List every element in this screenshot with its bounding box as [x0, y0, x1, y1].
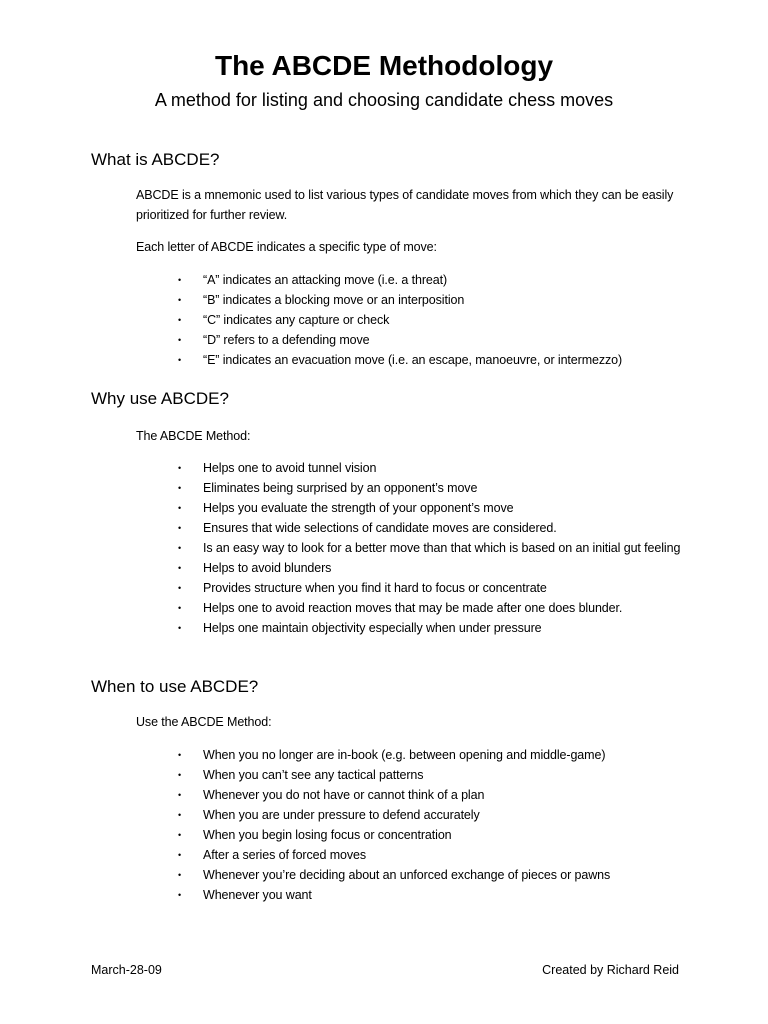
list-item-text: Provides structure when you find it hard to focus or concentrate: [203, 581, 547, 595]
bullet-icon: •: [178, 483, 182, 493]
list-item: [178, 765, 683, 785]
list-item: [178, 518, 683, 538]
list-item: [178, 885, 683, 905]
bullet-icon: •: [178, 543, 182, 553]
bullet-icon: •: [178, 523, 182, 533]
bullet-list-move-types: [178, 270, 683, 370]
bullet-icon: •: [178, 750, 182, 760]
list-item: [178, 618, 683, 638]
list-item: [178, 330, 683, 350]
list-item-text: Whenever you’re deciding about an unforced exchange of pieces or pawns: [203, 868, 611, 882]
list-item: [178, 745, 683, 765]
document-title: The ABCDE Methodology: [214, 50, 554, 81]
list-item-text: Whenever you want: [203, 888, 312, 902]
list-item: [178, 845, 683, 865]
list-item-text: Helps to avoid blunders: [203, 561, 332, 575]
bullet-icon: •: [178, 770, 182, 780]
list-item-text: Helps one to avoid tunnel vision: [203, 461, 377, 475]
bullet-icon: •: [178, 583, 182, 593]
list-item-text: Whenever you do not have or cannot think of a plan: [203, 788, 485, 802]
bullet-icon: •: [178, 463, 182, 473]
list-item-text: “C” indicates any capture or check: [203, 313, 390, 327]
bullet-icon: •: [178, 295, 182, 305]
list-item-text: When you no longer are in-book (e.g. between opening and middle-game): [203, 748, 606, 762]
list-item-text: Ensures that wide selections of candidate moves are considered.: [203, 521, 557, 535]
list-item-text: Eliminates being surprised by an opponent’s move: [203, 481, 478, 495]
list-item: [178, 350, 683, 370]
bullet-icon: •: [178, 790, 182, 800]
bullet-icon: •: [178, 850, 182, 860]
section-paragraph: Each letter of ABCDE indicates a specific type of move:: [136, 240, 437, 254]
list-item-text: When you are under pressure to defend accurately: [203, 808, 480, 822]
bullet-icon: •: [178, 275, 182, 285]
document-subtitle: A method for listing and choosing candidate chess moves: [154, 90, 614, 110]
list-item-text: “A” indicates an attacking move (i.e. a threat): [203, 273, 448, 287]
bullet-list-benefits: [178, 458, 683, 638]
bullet-icon: •: [178, 623, 182, 633]
bullet-icon: •: [178, 603, 182, 613]
list-item-text: “B” indicates a blocking move or an interposition: [203, 293, 465, 307]
list-item: [178, 478, 683, 498]
list-item: [178, 558, 683, 578]
footer-author: Created by Richard Reid: [542, 963, 679, 977]
list-item-text: “D” refers to a defending move: [203, 333, 370, 347]
list-item: [178, 290, 683, 310]
section-paragraph: ABCDE is a mnemonic used to list various types of candidate moves from which they can be easily prioritized for further review.: [136, 188, 674, 222]
list-item-text: When you can’t see any tactical patterns: [203, 768, 424, 782]
list-item-text: Is an easy way to look for a better move than that which is based on an initial gut feeling: [203, 541, 681, 555]
list-item-text: When you begin losing focus or concentration: [203, 828, 452, 842]
bullet-icon: •: [178, 315, 182, 325]
section-heading-when: When to use ABCDE?: [91, 677, 259, 696]
bullet-icon: •: [178, 870, 182, 880]
bullet-icon: •: [178, 830, 182, 840]
bullet-icon: •: [178, 355, 182, 365]
list-item-text: After a series of forced moves: [203, 848, 367, 862]
bullet-icon: •: [178, 890, 182, 900]
list-item: [178, 538, 683, 558]
list-item: [178, 785, 683, 805]
list-item: [178, 578, 683, 598]
list-item: [178, 865, 683, 885]
section-heading-why: Why use ABCDE?: [91, 389, 229, 408]
section-paragraph: The ABCDE Method:: [136, 429, 251, 443]
bullet-icon: •: [178, 503, 182, 513]
list-item: [178, 498, 683, 518]
bullet-list-when: [178, 745, 683, 905]
list-item: [178, 598, 683, 618]
list-item: [178, 458, 683, 478]
list-item: [178, 310, 683, 330]
list-item: [178, 805, 683, 825]
bullet-icon: •: [178, 563, 182, 573]
list-item: [178, 270, 683, 290]
list-item-text: Helps you evaluate the strength of your opponent’s move: [203, 501, 514, 515]
section-heading-what: What is ABCDE?: [91, 150, 220, 169]
list-item-text: Helps one to avoid reaction moves that may be made after one does blunder.: [203, 601, 623, 615]
bullet-icon: •: [178, 335, 182, 345]
section-paragraph: Use the ABCDE Method:: [136, 715, 272, 729]
footer-date: March-28-09: [91, 963, 162, 977]
bullet-icon: •: [178, 810, 182, 820]
list-item-text: “E” indicates an evacuation move (i.e. an escape, manoeuvre, or intermezzo): [203, 353, 623, 367]
list-item: [178, 825, 683, 845]
list-item-text: Helps one maintain objectivity especially when under pressure: [203, 621, 542, 635]
